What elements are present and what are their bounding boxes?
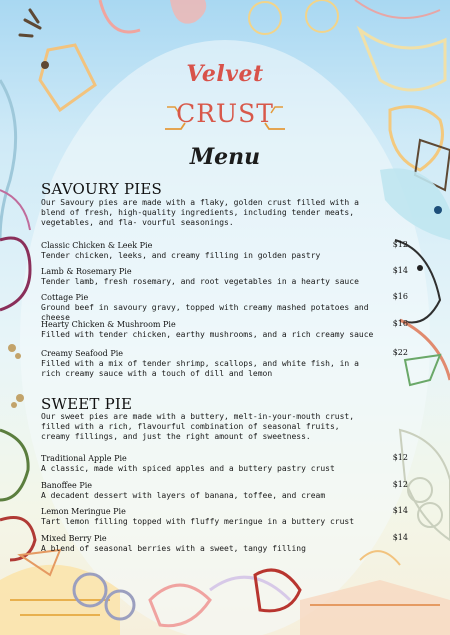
item-description: A classic, made with spiced apples and a buttery pastry crust [41, 464, 335, 473]
item-price: $16 [392, 292, 408, 301]
item-description: Filled with a mix of tender shrimp, scallops, and white fish, in a rich creamy sauce with a touch of dill and lemon [41, 359, 359, 378]
item-price: $16 [392, 319, 408, 328]
item-price: $12 [392, 453, 408, 462]
menu-item [41, 453, 421, 474]
item-name: Banoffee Pie [41, 481, 92, 490]
item-price: $14 [392, 266, 408, 275]
section-title-savoury: SAVOURY PIES [41, 180, 163, 198]
menu-item [41, 480, 421, 501]
item-name: Cottage Pie [41, 293, 89, 302]
item-name: Lamb & Rosemary Pie [41, 267, 132, 276]
item-price: $12 [392, 240, 408, 249]
menu-title: Menu [189, 144, 261, 170]
item-description: Filled with tender chicken, earthy mushrooms, and a rich creamy sauce [41, 330, 374, 339]
item-price: $14 [392, 533, 408, 542]
menu-item [41, 240, 421, 261]
item-description: Tart lemon filling topped with fluffy meringue in a buttery crust [41, 517, 355, 526]
section-title-sweet: SWEET PIE [41, 395, 133, 413]
item-name: Lemon Meringue Pie [41, 507, 126, 516]
item-description: Ground beef in savoury gravy, topped with creamy mashed potatoes and cheese [41, 303, 369, 322]
item-name: Mixed Berry Pie [41, 534, 107, 543]
section-description-savoury: Our Savoury pies are made with a flaky, golden crust filled with a blend of fresh, high-quality ingredients, including tender meats, vegetables, and fla- vourful seasonings. [41, 198, 359, 227]
menu-item [41, 319, 421, 340]
brand-logo-velvet: Velvet [186, 61, 264, 87]
item-name: Hearty Chicken & Mushroom Pie [41, 320, 176, 329]
menu-item [41, 533, 421, 554]
item-description: A blend of seasonal berries with a sweet, tangy filling [41, 544, 306, 553]
item-price: $22 [392, 348, 408, 357]
item-name: Traditional Apple Pie [41, 454, 127, 463]
brand-logo-crust: CRUST [176, 99, 274, 128]
menu-item [41, 506, 421, 527]
item-description: Tender lamb, fresh rosemary, and root vegetables in a hearty sauce [41, 277, 359, 286]
menu-item [41, 266, 421, 287]
item-price: $14 [392, 506, 408, 515]
menu-item [41, 348, 421, 379]
item-description: A decadent dessert with layers of banana, toffee, and cream [41, 491, 326, 500]
item-price: $12 [392, 480, 408, 489]
item-name: Classic Chicken & Leek Pie [41, 241, 153, 250]
item-name: Creamy Seafood Pie [41, 349, 124, 358]
section-description-sweet: Our sweet pies are made with a buttery, melt-in-your-mouth crust, filled with a rich, flavourful combination of seasonal fruits, creamy fillings, and just the right amount of sweetness. [41, 412, 355, 441]
item-description: Tender chicken, leeks, and creamy filling in golden pastry [41, 251, 321, 260]
